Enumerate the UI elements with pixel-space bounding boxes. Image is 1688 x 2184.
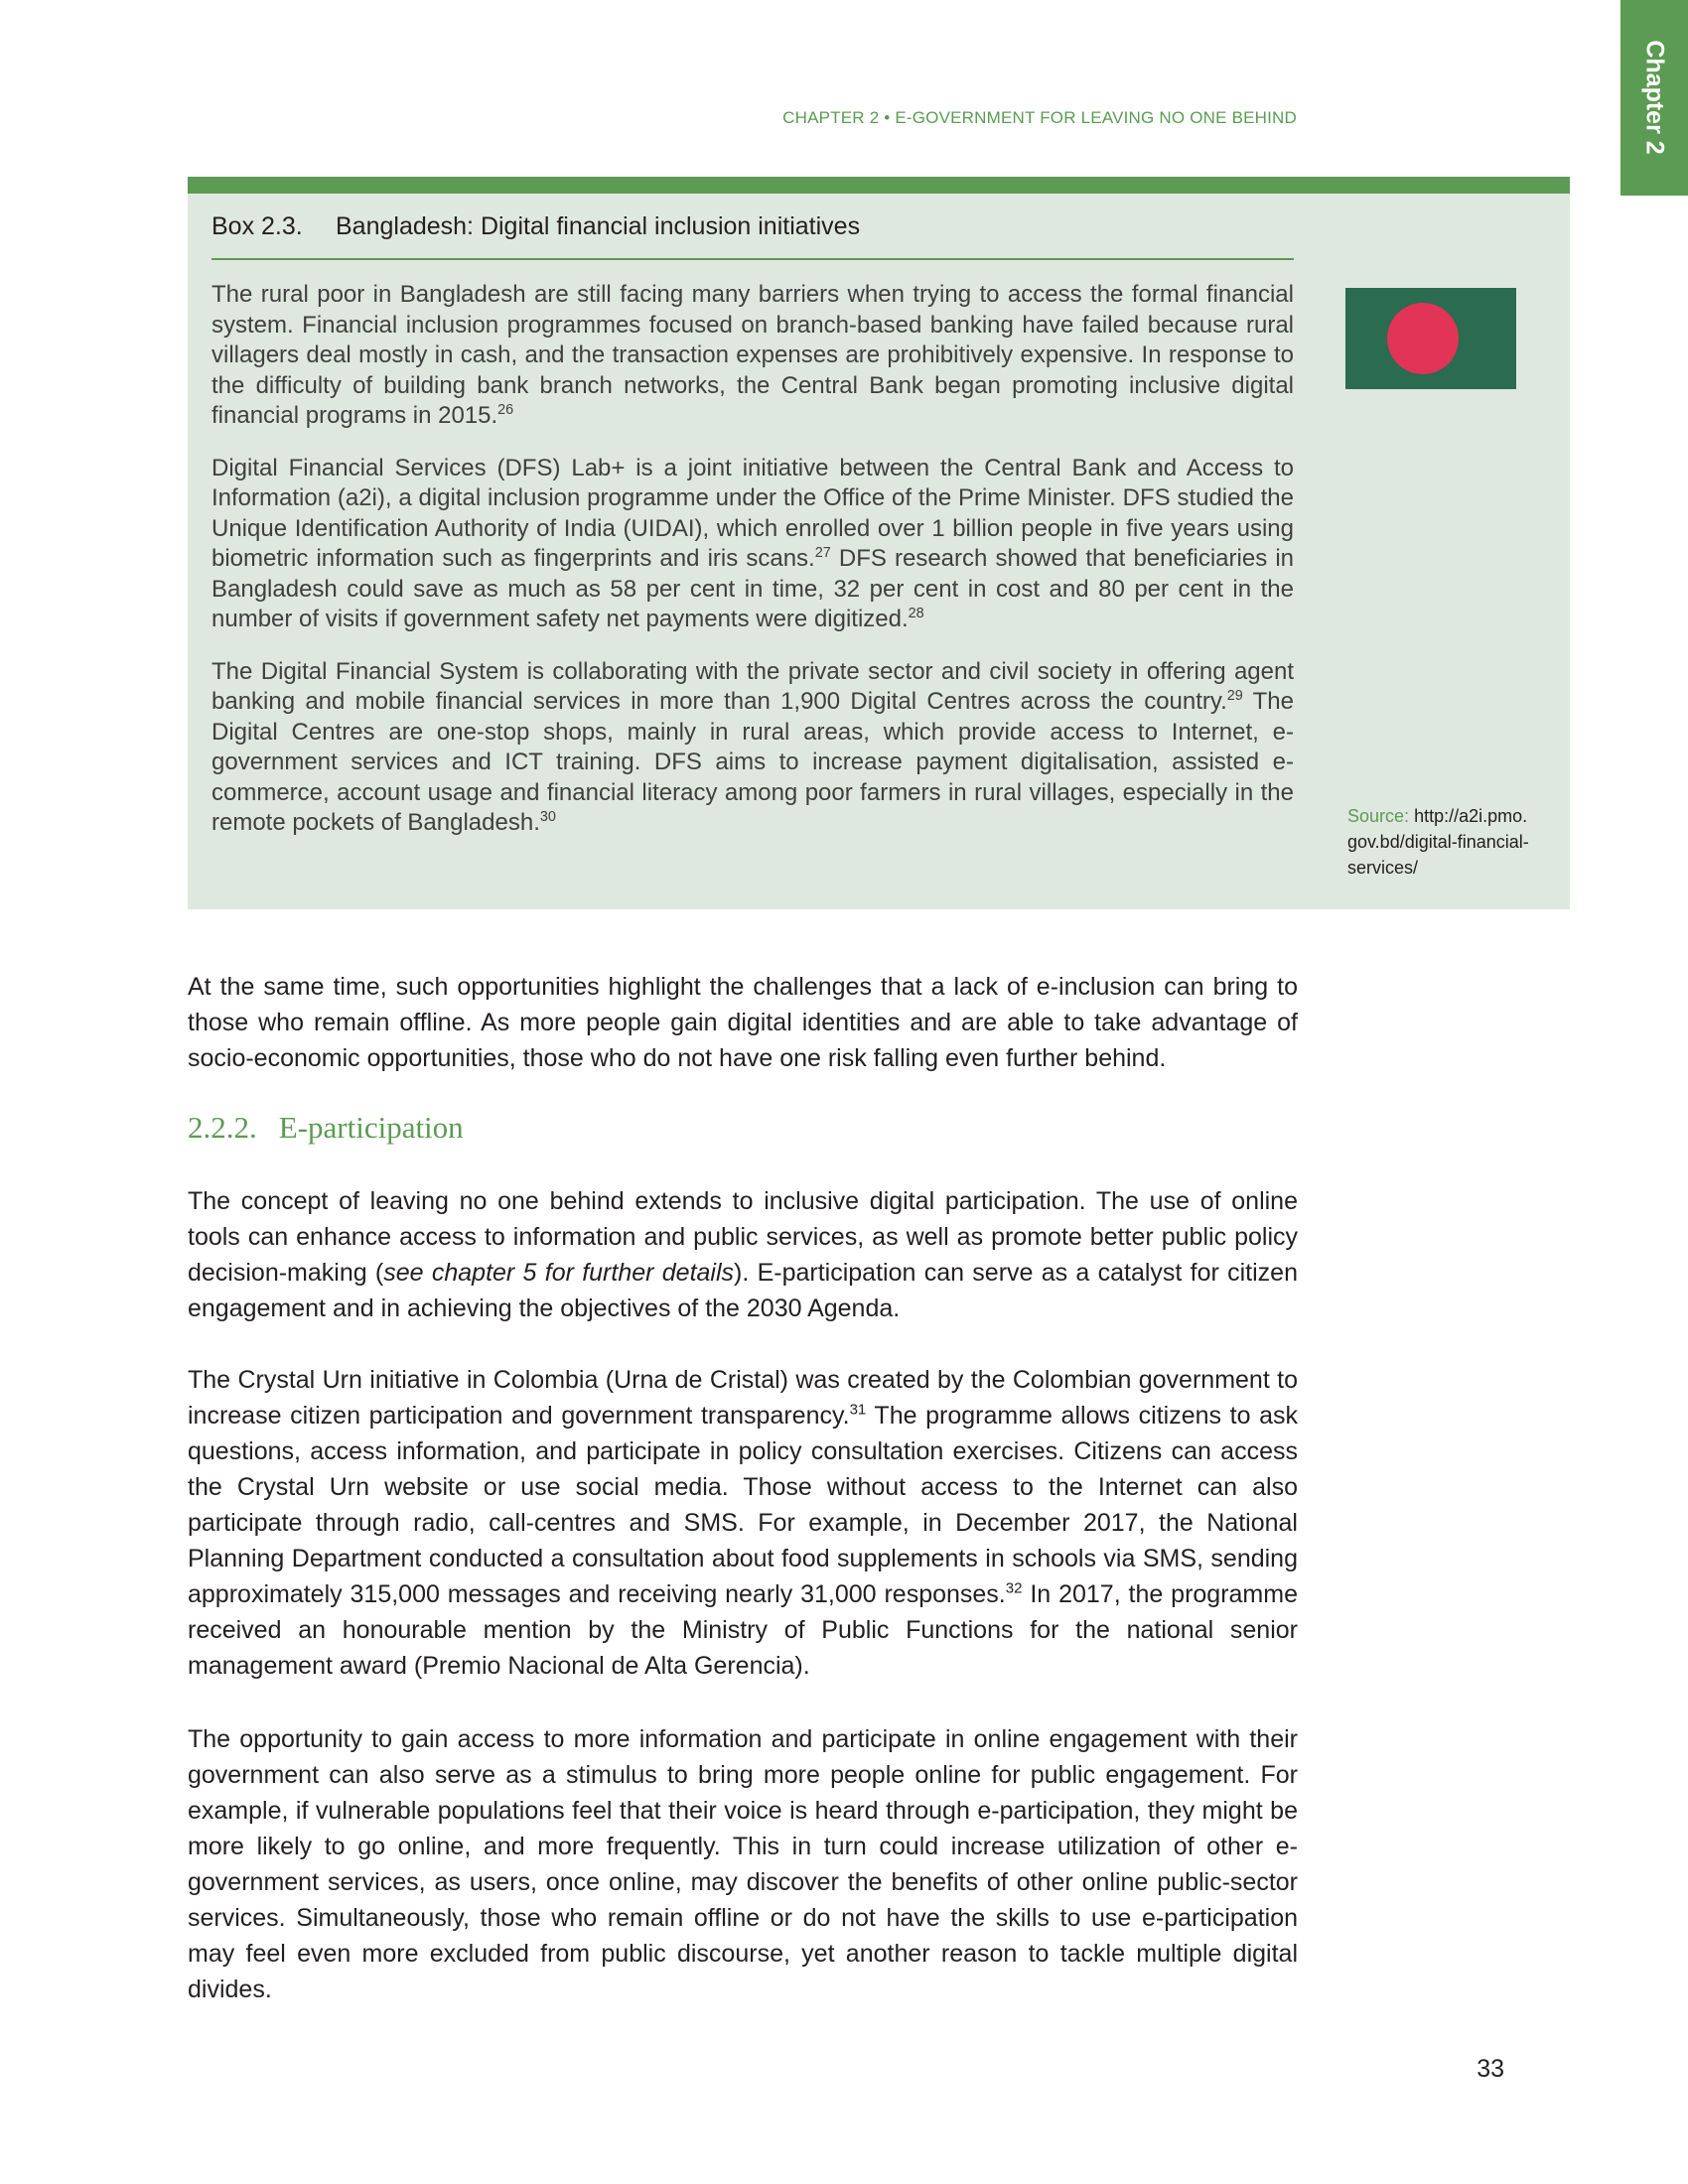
paragraph-1-text-b: ). E-participation can serve as a catalyst for citizen engagement and in achieving the objectives of the 2030 Agenda.: [188, 1259, 1298, 1322]
bangladesh-flag-icon: [1345, 288, 1516, 389]
box-paragraph-3-text-a: The Digital Financial System is collaborating with the private sector and civil society in offering agent banking and mobile financial services in more than 1,900 Digital Centres across the country.: [211, 657, 1294, 715]
source-label: Source:: [1347, 806, 1410, 826]
section-heading: [188, 1110, 464, 1146]
footnote-ref: 29: [1226, 688, 1243, 704]
box-title-text: Bangladesh: Digital financial inclusion initiatives: [336, 212, 861, 240]
paragraph-1: [188, 1183, 1298, 1326]
source-link[interactable]: http://a2i.pmo.gov.bd/digital-financial-services/: [1347, 806, 1529, 878]
section-number: 2.2.2.: [188, 1110, 257, 1145]
flag-disc: [1387, 303, 1459, 374]
page-number: 33: [1477, 2055, 1504, 2083]
box-title: [211, 212, 860, 241]
paragraph-2: [188, 1362, 1298, 1684]
chapter-5-reference: see chapter 5 for further details: [383, 1259, 735, 1287]
box-paragraph-2: [211, 454, 1294, 635]
box-paragraph-2-text-b: DFS research showed that beneficiaries in Bangladesh could save as much as 58 per cent in time, 32 per cent in cost and 80 per cent in the number of visits if government safety net payments were digitized.: [211, 545, 1294, 632]
footnote-ref: 26: [497, 402, 514, 418]
paragraph-1-text: [188, 1183, 1298, 1326]
box-paragraph-2-text-a: Digital Financial Services (DFS) Lab+ is a joint initiative between the Central Bank and Access to Information (a2i), a digital inclusion programme under the Office of the Prime Minister. DFS studied the Unique Identification Authority of India (UIDAI), which enrolled over 1 billion people in five years using biometric information such as fingerprints and iris scans.: [211, 454, 1294, 572]
box-top-bar: [188, 177, 1570, 194]
box-2-3: [188, 177, 1570, 909]
paragraph-2-text-a: The Crystal Urn initiative in Colombia (Urna de Cristal) was created by the Colombian government to increase citizen participation and government transparency.: [188, 1366, 1298, 1430]
box-source: [1347, 803, 1536, 881]
box-paragraph-3: [211, 657, 1294, 839]
box-body: [211, 280, 1294, 861]
paragraph-2-text-b: The programme allows citizens to ask questions, access information, and participate in policy consultation exercises. Citizens can access the Crystal Urn website or use social media. Those without access to the Internet can also participate through radio, call-centres and SMS. For example, in December 2017, the National Planning Department conducted a consultation about food supplements in schools via SMS, sending approximately 315,000 messages and receiving nearly 31,000 responses.: [188, 1402, 1298, 1608]
box-title-rule: [211, 258, 1294, 260]
box-paragraph-1: [211, 280, 1294, 432]
paragraph-1-text-a: The concept of leaving no one behind extends to inclusive digital participation. The use of online tools can enhance access to information and public services, as well as promote better public policy decision-making (: [188, 1187, 1298, 1287]
section-title: E-participation: [278, 1110, 464, 1145]
paragraph-3-text: The opportunity to gain access to more information and participate in online engagement with their government can also serve as a stimulus to bring more people online for public engagement. For example, if vulnerable populations feel that their voice is heard through e-participation, they might be more likely to go online, and more frequently. This in turn could increase utilization of other e-government services, as users, once online, may discover the benefits of other online public-sector services. Simultaneously, those who remain offline or do not have the skills to use e-participation may feel even more excluded from public discourse, yet another reason to tackle multiple digital divides.: [188, 1725, 1298, 2003]
box-number: Box 2.3.: [211, 212, 303, 240]
box-paragraph-1-text: The rural poor in Bangladesh are still facing many barriers when trying to access the formal financial system. Financial inclusion programmes focused on branch-based banking have failed because rural villagers deal mostly in cash, and the transaction expenses are prohibitively expensive. In response to the difficulty of building bank branch networks, the Central Bank began promoting inclusive digital financial programs in 2015.: [211, 281, 1294, 429]
paragraph-2-text: [188, 1362, 1298, 1684]
paragraph-2-text-c: In 2017, the programme received an honourable mention by the Ministry of Public Functions for the national senior management award (Premio Nacional de Alta Gerencia).: [188, 1580, 1298, 1680]
paragraph-3: [188, 1721, 1298, 2007]
footnote-ref: 30: [539, 809, 556, 825]
footnote-ref: 31: [849, 1401, 867, 1419]
footnote-ref: 28: [908, 606, 924, 621]
chapter-tab-label: Chapter 2: [1640, 40, 1669, 155]
footnote-ref: 27: [814, 545, 831, 561]
footnote-ref: 32: [1005, 1579, 1023, 1597]
intro-paragraph-text: At the same time, such opportunities highlight the challenges that a lack of e-inclusion can bring to those who remain offline. As more people gain digital identities and are able to take advantage of socio-economic opportunities, those who do not have one risk falling even further behind.: [188, 973, 1298, 1072]
chapter-tab: [1620, 0, 1688, 196]
box-paragraph-3-text-b: The Digital Centres are one-stop shops, mainly in rural areas, which provide access to Internet, e-government services and ICT training. DFS aims to increase payment digitalisation, assisted e-commerce, account usage and financial literacy among poor farmers in rural villages, especially in the remote pockets of Bangladesh.: [211, 688, 1294, 836]
intro-paragraph: [188, 969, 1298, 1076]
running-header: CHAPTER 2 • E-GOVERNMENT FOR LEAVING NO ONE BEHIND: [782, 108, 1297, 127]
